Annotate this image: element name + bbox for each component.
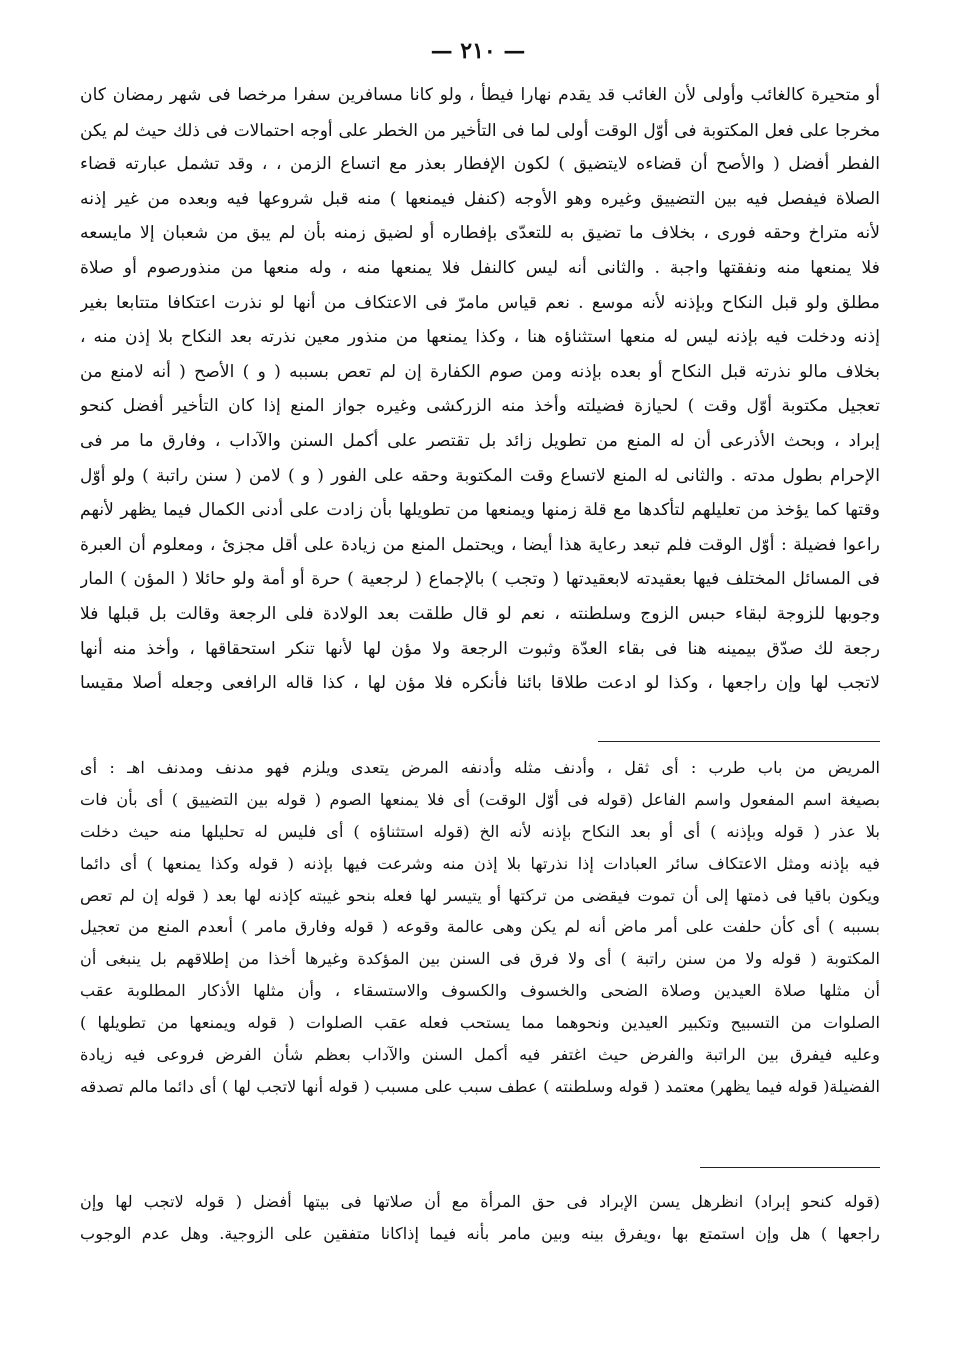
main-text-line: فى المسائل المختلف فيها بعقيدته لابعقيدتها ( وتجب ) بالإجماع ( لرجعية ) حرة أو أمة ولو حائلا ( المؤن ) المار [80,569,880,590]
main-text-line: الصلاة فيفصل فيه بين التضييق وغيره وهو الأوجه (كنفل فيمنعها ) منه قبل شروعها فيه وبعده من غير إذنه [80,188,880,209]
main-text-line: راعوا فضيلة : أوّل الوقت فلم تبعد رعاية هذا أيضا ، ويحتمل المنع من زيادة على أقل مجزئ ، ومعلوم أن العبرة [80,534,880,555]
main-text-line: بخلاف مالو نذرته قبل النكاح أو بعده بإذنه ومن صوم الكفارة إن لم تعص بسببه ( و ) الأصح ( أنه لامنع من [80,361,880,382]
commentary-line: راجعها ) هل وإن استمتع بها ،ويفرق بينه وبين مامر بأنه فيما إذاكانا متفقين على الزوجية. وهل عدم الوجوب [80,1223,880,1243]
main-text-line: تعجيل مكتوبة أوّل وقت ) لحيازة فضيلته وأخذ منه الزركشى وغيره جواز المنع إذا كان التأخير أفضل كنحو [80,396,880,417]
main-text [80,78,880,701]
commentary-line: المريض من باب طرب : أى ثقل ، وأدنف مثله وأدنفه المرض يتعدى ويلزم فهو مدنف ومدنف اهـ : أى [80,758,880,777]
commentary-line: بلا عذر ( قوله وبإذنه ) أى أو بعد النكاح بإذنه لأنه الخ (قوله استثناؤه ) أى فليس له تحليلها منه حيث دخلت [80,821,880,841]
commentary-line: وعليه فيفرق بين الراتبة والفرض حيث اغتفر فيه أكمل السنن والآداب بعظم شأن الفرض فروعى فيه زيادة [80,1045,880,1065]
commentary-line: المكتوبة ( قوله ولا من سنن راتبة ) أى ولا فرق فى السنن بين المؤكدة وغيرها أخذا من إطلاقهم بل ينبغى أن [80,949,880,969]
main-text-line: لأنه متراخ وحقه فورى ، بخلاف ما تضيق به للتعدّى بإفطاره أو لضيق زمنه بأن لم يبق من شعبان إلا مايسعه [80,223,880,244]
commentary-line: بسببه ) أى كأن حلفت على أمر ماض أنه لم يكن وهى عالمة وقوعه ( قوله وفارق مامر ) أىعدم المنع من تعجيل [80,917,880,937]
commentary-line: (قوله كنحو إبراد) انظرهل يسن الإبراد فى حق المرأة مع أن صلاتها فى بيتها أفضل ( قوله لاتجب لها وإن [80,1192,880,1211]
main-text-line: وقتها كما يؤخذ من تعليلهم لتأكدها مع قلة زمنها ويمنعها من تطويلها بأن زادت على أدنى الكمال فيما يظهر لأنهم [80,500,880,521]
main-text-line: مخرجا على فعل المكتوبة فى أوّل الوقت أولى لما فى التأخير من الخطر على أوجه احتمالات فى ذلك حيث لم يكن [80,119,880,140]
commentary-line: الصلوات من التسبيح وتكبير العيدين ونحوهما مما يستحب فعله عقب الصلوات ( قوله ويمنعها من تطويلها ) [80,1013,880,1033]
main-text-line: إذنه ودخلت فيه بإذنه ليس له منعها استثناؤه هنا ، وكذا يمنعها من منذور معين نذرته بعد النكاح بلا إذن منه ، [80,327,880,348]
commentary-line: الفضيلة( قوله فيما يظهر) معتمد ( قوله وسلطنته ) عطف سبب على مسبب ( قوله أنها لاتجب لها ) أى دائما مالم تصدقه [80,1076,880,1096]
main-text-line: وجوبها للزوجة لبقاء حبس الزوج وسلطنته ، نعم لو قال طلقت بعد الولادة فلى الرجعة وقالت بل قبلها فلا [80,603,880,624]
main-text-line: فلا يمنعها منه ونفقتها واجبة . والثانى أنه ليس كالنفل فلا يمنعها منه ، وله منعها من منذورصوم أو صلاة [80,257,880,278]
commentary-line: أن مثلها صلاة العيدين وصلاة الضحى والخسوف والكسوف والاستسقاء ، وأن مثلها الأذكار المطلوبة عقب [80,981,880,1001]
main-text-line: رجعة لك صدّق بيمينه هنا فى بقاء العدّة وثبوت الرجعة ولا مؤن لها لأنها تنكر استحقاقها ، وأخذ منه أنها [80,638,880,659]
commentary-section-1 [80,752,880,1103]
commentary-line: ويكون باقيا فى ذمتها إلى أن تموت فيقضى من تركتها أو يتيسر لها فعله بنحو غيبته كإذنه لها بعد ( قوله إن لم تعص [80,885,880,905]
commentary-line: بصيغة اسم المفعول واسم الفاعل (قوله فى أوّل الوقت) أى فلا يمنعها الصوم ( قوله بين التضييق ) أى بأن فات [80,789,880,809]
commentary-section-2 [80,1186,880,1249]
main-text-line: إبراد ، وبحث الأذرعى أن له المنع من تطويل زائد بل تقتصر على أكمل السنن والآداب ، وفارق ما مر فى [80,430,880,451]
page-number: — ٢١٠ — [430,38,526,64]
commentary-line: فيه بإذنه ومثل الاعتكاف سائر العبادات إذا نذرتها بلا إذن منه وشرعت فيها بإذنه ( قوله وكذا يمنعها ) أى دائما [80,853,880,873]
footnote-separator-1 [598,741,880,742]
main-text-line: الفطر أفضل ( والأصح أن قضاءه لايتضيق ) لكون الإفطار بعذر مع اتساع الزمن ، ، وقد تشمل عبارته قضاء [80,154,880,175]
main-text-line: لاتجب لها وإن راجعها ، وكذا لو ادعت طلاقا بائنا فأنكره فلا مؤن لها ، كذا قاله الرافعى وجعله أصلا مقيسا [80,673,880,694]
footnote-separator-2 [700,1167,880,1168]
main-text-line: الإحرام بطول مدته . والثانى له المنع لاتساع وقت المكتوبة وحقه على الفور ( و ) لامن ( سنن راتبة ) ولو أوّل [80,465,880,486]
main-text-line: أو متحيرة كالغائب وأولى لأن الغائب قد يقدم نهارا فيطأ ، ولو كانا مسافرين سفرا مرخصا فى شهر رمضان كان [80,85,880,105]
main-text-line: مطلق ولو قبل النكاح وبإذنه لأنه موسع . نعم قياس مامرّ فى الاعتكاف من أنها لو نذرت اعتكافا متتابعا بغير [80,292,880,313]
